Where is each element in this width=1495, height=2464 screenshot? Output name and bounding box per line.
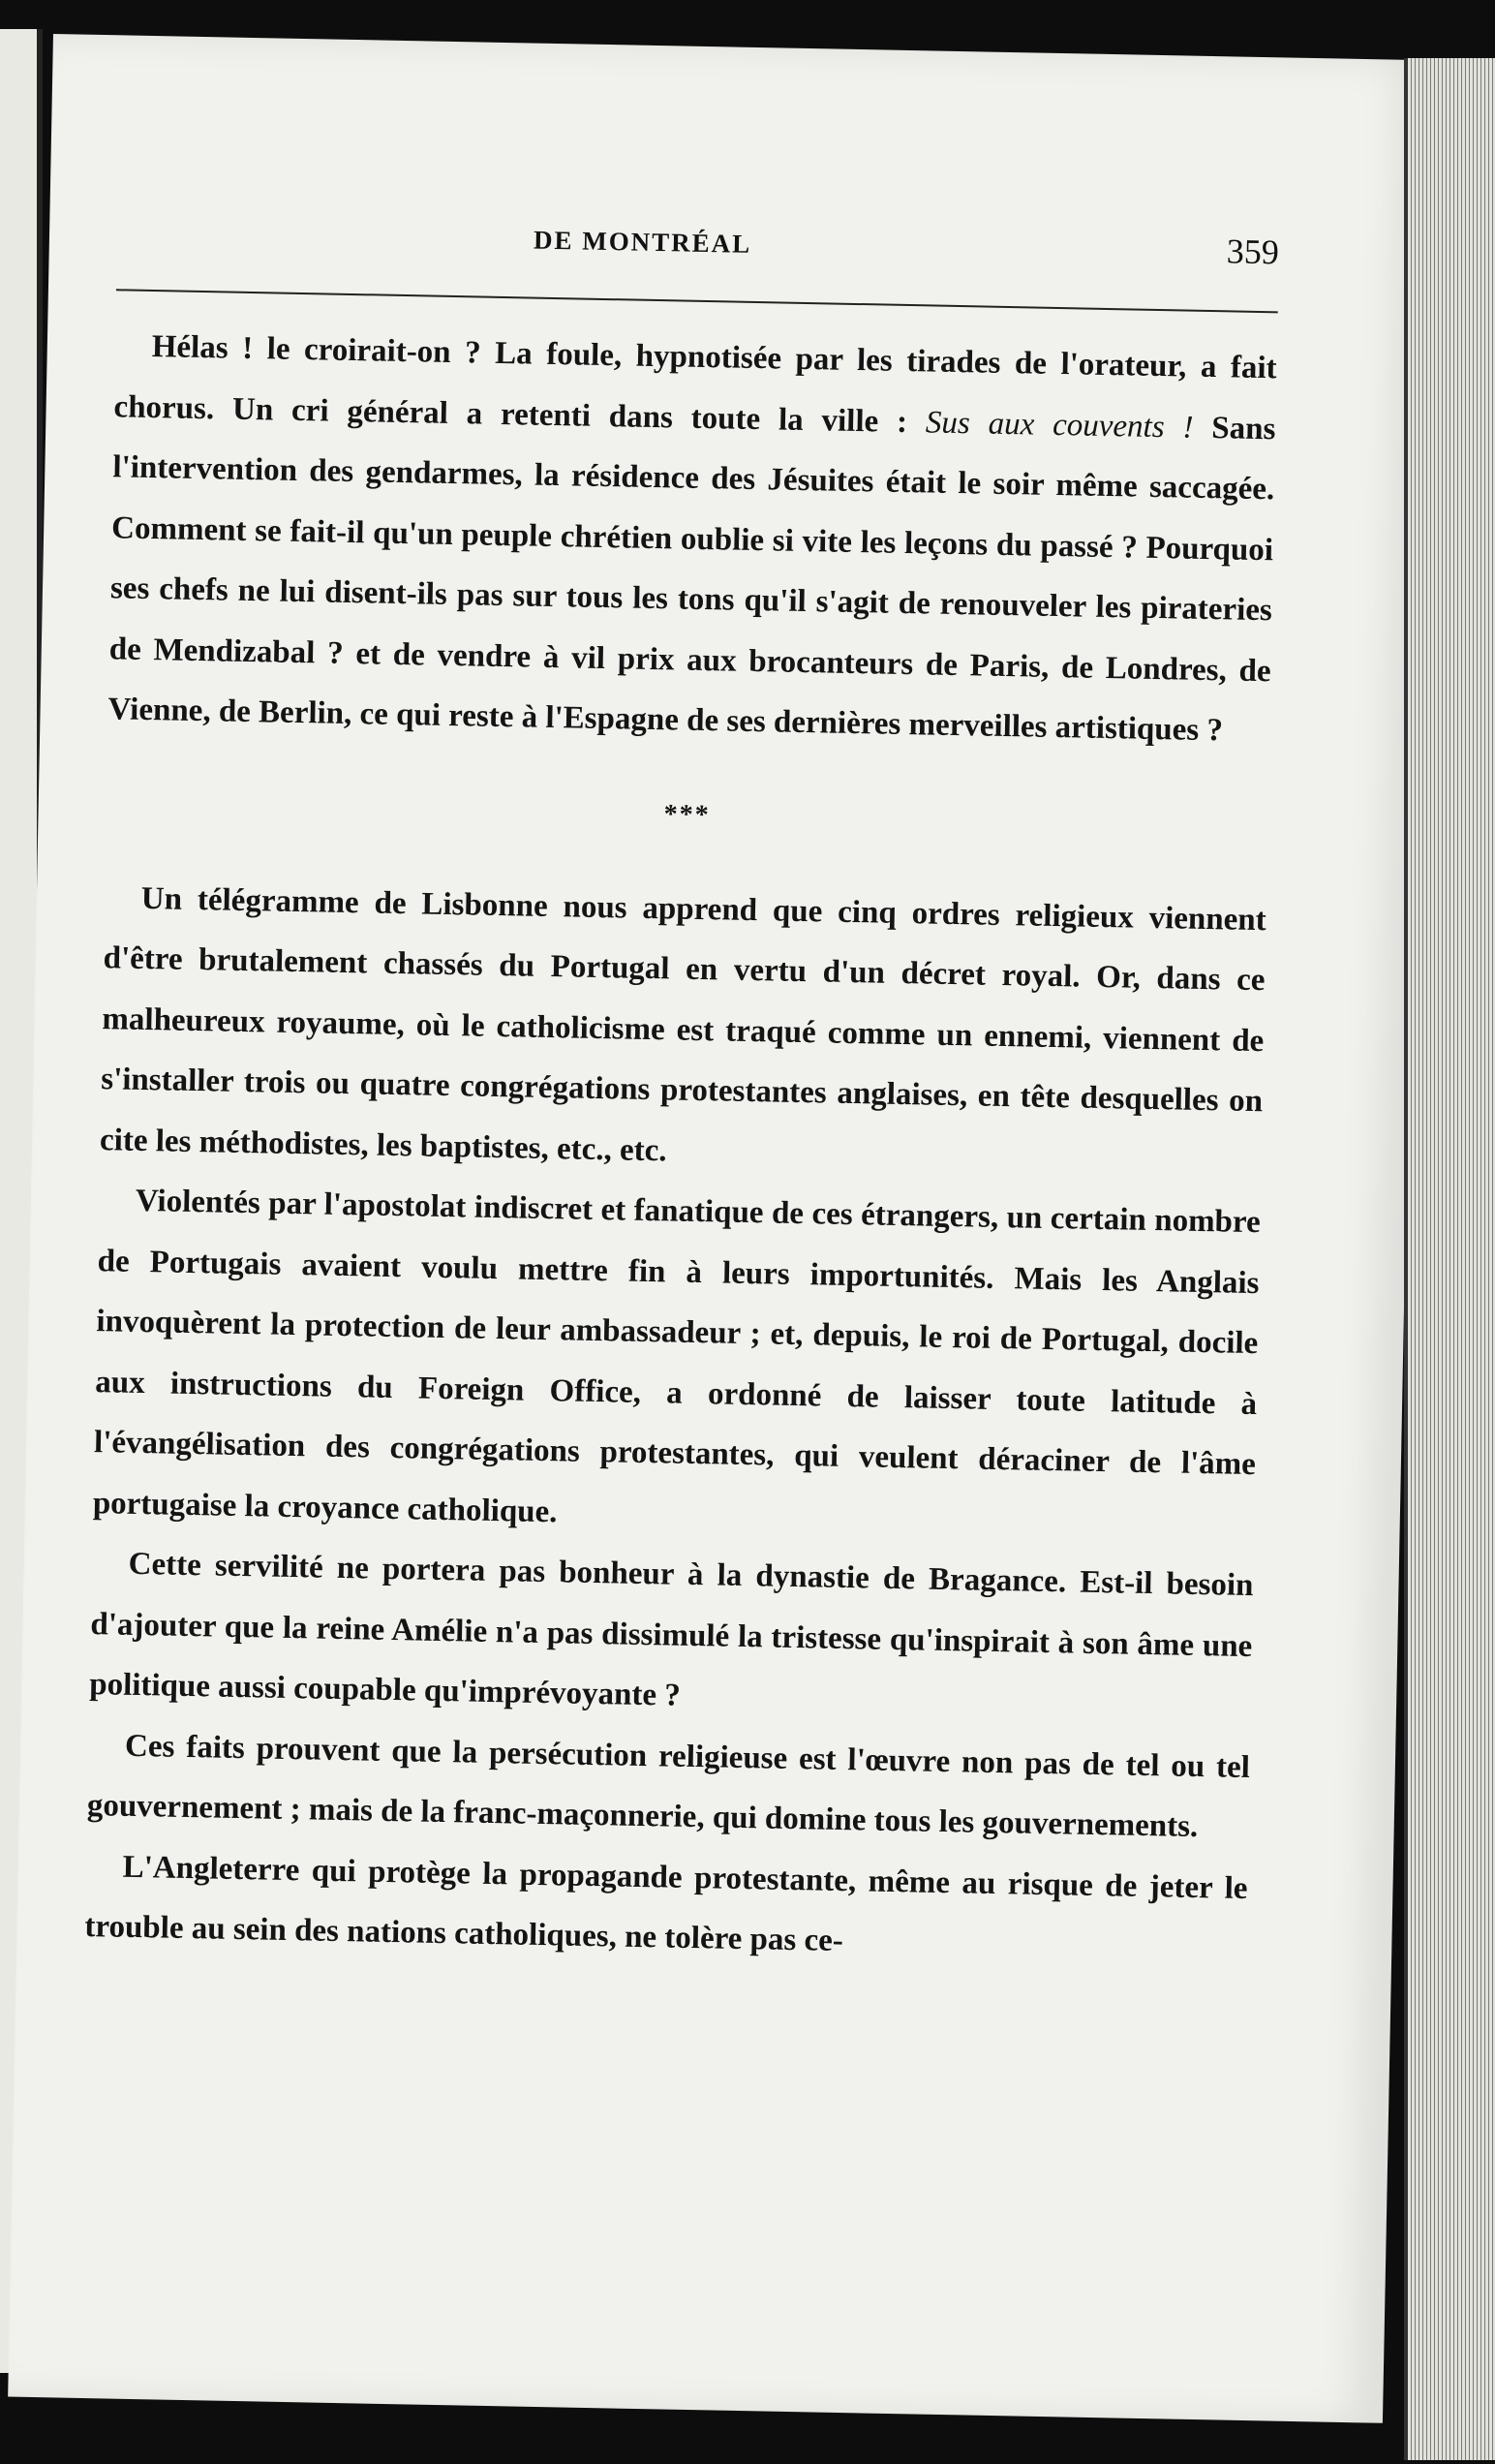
paragraph-text: Sans l'intervention des gendarmes, la résidence des Jésuites était le soir même saccagée. Comment se fait-il qu'un peuple chrétien oublie si vite les leçons du passé ? Pourquoi ses chefs ne lui disent-ils pas sur tous les tons qu'il s'agit de renouveler les pirateries de Mendizabal ? et de vendre à vil prix aux brocanteurs de Paris, de Londres, de Vienne, de Berlin, ce qui reste à l'Espagne de ses dernières merveilles artistiques ?	[107, 410, 1276, 749]
page-number: 359	[1226, 231, 1280, 272]
page-body	[84, 316, 1277, 1979]
page-header	[116, 209, 1279, 299]
paragraph: Un télégramme de Lisbonne nous apprend que cinq ordres religieux viennent d'être brutalement chassés du Portugal en vertu d'un décret royal. Or, dans ce malheureux royaume, où le catholicisme est traqué comme un ennemi, viennent de s'installer trois ou quatre congrégations protestantes anglaises, en tête desquelles on cite les méthodistes, les baptistes, etc., etc.	[99, 880, 1267, 1168]
paragraph: Ces faits prouvent que la persécution religieuse est l'œuvre non pas de tel ou tel gouvernement ; mais de la franc-maçonnerie, qui domine tous les gouvernements.	[86, 1728, 1251, 1845]
paragraph	[107, 316, 1277, 761]
book-page	[8, 34, 1428, 2423]
section-separator	[105, 740, 1268, 890]
asterism: ***	[663, 798, 711, 830]
page-stack-edge	[1404, 58, 1495, 2460]
paragraph-text: Hélas ! le croirait-on ? La foule, hypnotisée par les tirades de l'orateur, a fait chorus. Un cri général a retenti dans toute la ville :	[113, 329, 1277, 440]
italic-phrase: Sus aux couvents !	[925, 404, 1194, 446]
paragraph: Cette servilité ne portera pas bonheur à la dynastie de Bragance. Est-il besoin d'ajouter que la reine Amélie n'a pas dissimulé la tristesse qu'inspirait à son âme une politique aussi coupable qu'imprévoyante ?	[88, 1546, 1254, 1713]
running-title: DE MONTRÉAL	[533, 225, 752, 259]
paragraph: L'Angleterre qui protège la propagande protestante, même au risque de jeter le trouble au sein des nations catholiques, ne tolère pas ce-	[84, 1849, 1248, 1959]
paragraph: Violentés par l'apostolat indiscret et fanatique de ces étrangers, un certain nombre de Portugais avaient voulu mettre fin à leurs importunités. Mais les Anglais invoquèrent la protection de leur ambassadeur ; et, depuis, le roi de Portugal, docile aux instructions du Foreign Office, a ordonné de laisser toute latitude à l'évangélisation des congrégations protestantes, qui veulent déraciner de l'âme portugaise la croyance catholique.	[92, 1183, 1262, 1529]
